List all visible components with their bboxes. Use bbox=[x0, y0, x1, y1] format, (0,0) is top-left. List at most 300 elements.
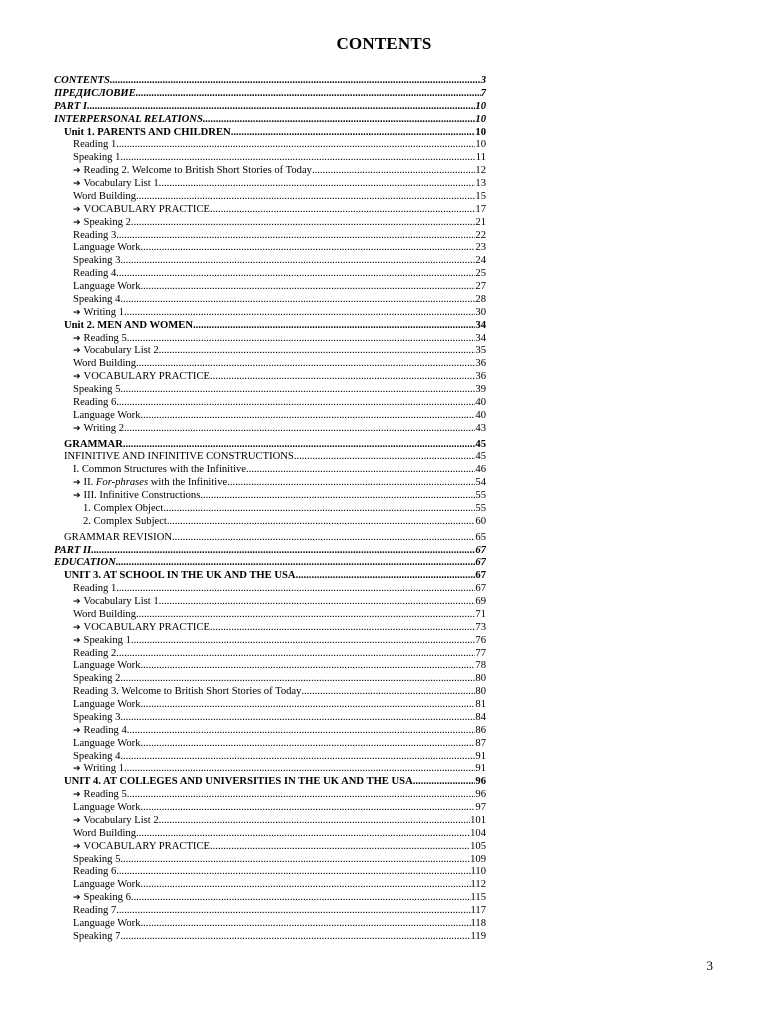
toc-entry-label bbox=[73, 789, 127, 802]
toc-entry-page: 21 bbox=[475, 216, 486, 228]
toc-entry[interactable] bbox=[54, 217, 486, 230]
toc-entry[interactable] bbox=[54, 423, 486, 436]
toc-entry-page: 43 bbox=[475, 422, 486, 434]
dot-leader bbox=[136, 609, 475, 622]
toc-entry-label bbox=[73, 622, 210, 635]
toc-entry-label bbox=[73, 230, 116, 243]
toc-entry[interactable] bbox=[54, 101, 486, 114]
toc-entry[interactable] bbox=[54, 660, 486, 673]
dot-leader bbox=[136, 358, 475, 371]
dot-leader bbox=[141, 918, 471, 931]
toc-entry[interactable] bbox=[54, 815, 486, 828]
toc-entry-text: Speaking 2 bbox=[83, 216, 131, 228]
toc-entry[interactable] bbox=[54, 841, 486, 854]
dot-leader bbox=[127, 333, 476, 346]
dot-leader bbox=[124, 307, 475, 320]
toc-entry-page: 45 bbox=[475, 451, 486, 463]
toc-entry[interactable] bbox=[54, 333, 486, 346]
toc-entry[interactable] bbox=[54, 854, 486, 867]
toc-entry-page: 39 bbox=[475, 384, 486, 395]
toc-entry[interactable] bbox=[54, 503, 486, 516]
toc-entry-text: UNIT 4. AT COLLEGES AND UNIVERSITIES IN THE UK AND THE USA bbox=[64, 776, 413, 788]
dot-leader bbox=[136, 191, 475, 204]
toc-entry-text: II. bbox=[83, 477, 94, 489]
toc-entry-label bbox=[73, 609, 136, 622]
arrow-icon: ➔ bbox=[73, 597, 81, 607]
toc-entry-page: 7 bbox=[480, 87, 486, 99]
toc-entry-text: Vocabulary List 1 bbox=[83, 596, 159, 607]
toc-entry-italic-text: For-phrases bbox=[95, 477, 149, 489]
page-title: CONTENTS bbox=[336, 34, 432, 53]
toc-entry-label bbox=[73, 152, 120, 165]
toc-entry-label bbox=[73, 815, 159, 828]
toc-entry[interactable] bbox=[54, 410, 486, 423]
toc-entry-text: Reading 3 bbox=[73, 229, 117, 241]
toc-entry[interactable] bbox=[54, 320, 486, 333]
toc-entry-page: 40 bbox=[475, 396, 486, 408]
toc-entry-text: PART I bbox=[54, 100, 88, 112]
toc-entry-page: 36 bbox=[475, 371, 486, 383]
toc-entry-label bbox=[73, 345, 159, 358]
toc-entry-label bbox=[73, 358, 136, 371]
toc-entry[interactable] bbox=[54, 384, 486, 397]
toc-entry[interactable] bbox=[54, 879, 486, 892]
toc-entry[interactable] bbox=[54, 712, 486, 725]
toc-entry-page: 67 bbox=[475, 570, 486, 582]
toc-entry[interactable] bbox=[54, 516, 486, 529]
toc-entry[interactable] bbox=[54, 191, 486, 204]
toc-entry-text: Speaking 5 bbox=[73, 853, 121, 865]
toc-entry-text: UNIT 3. AT SCHOOL IN THE UK AND THE USA bbox=[64, 570, 296, 582]
toc-entry[interactable] bbox=[54, 294, 486, 307]
toc-entry-text: Speaking 3 bbox=[73, 711, 121, 723]
toc-entry-page: 65 bbox=[475, 531, 486, 543]
toc-entry-text: Language Work bbox=[73, 699, 141, 710]
toc-entry-text: Speaking 5 bbox=[73, 384, 121, 395]
toc-entry-label bbox=[73, 477, 227, 490]
toc-entry-page: 55 bbox=[475, 490, 486, 501]
toc-entry-page: 27 bbox=[475, 281, 486, 292]
toc-entry-page: 46 bbox=[475, 464, 486, 476]
toc-entry[interactable] bbox=[54, 751, 486, 764]
toc-entry-label bbox=[73, 866, 116, 879]
toc-entry-text: Language Work bbox=[73, 242, 141, 254]
toc-entry-text: GRAMMAR REVISION bbox=[64, 531, 173, 543]
toc-entry[interactable] bbox=[54, 648, 486, 661]
toc-entry-label bbox=[73, 738, 141, 751]
arrow-icon: ➔ bbox=[73, 635, 81, 646]
toc-entry-text: Reading 1 bbox=[73, 139, 117, 151]
toc-entry-text: EDUCATION bbox=[54, 557, 116, 569]
dot-leader bbox=[131, 217, 475, 230]
toc-entry-page: 76 bbox=[475, 634, 486, 646]
toc-entry-text: Language Work bbox=[73, 409, 141, 421]
arrow-icon: ➔ bbox=[73, 841, 81, 852]
dot-leader bbox=[136, 828, 470, 841]
toc-entry-label bbox=[73, 255, 120, 268]
toc-entry-page: 10 bbox=[475, 126, 486, 138]
toc-entry-label bbox=[64, 570, 296, 583]
toc-entry-page: 35 bbox=[475, 345, 486, 357]
toc-entry[interactable] bbox=[54, 763, 486, 776]
toc-entry-text: Speaking 1 bbox=[73, 152, 121, 164]
dot-leader bbox=[141, 410, 476, 423]
toc-entry-label bbox=[54, 75, 110, 88]
toc-entry-text: Speaking 7 bbox=[73, 930, 121, 942]
toc-entry-text: Language Work bbox=[73, 737, 141, 749]
toc-entry-page: 117 bbox=[470, 905, 486, 916]
toc-entry-page: 84 bbox=[475, 711, 486, 723]
toc-entry[interactable] bbox=[54, 866, 486, 879]
arrow-icon: ➔ bbox=[73, 815, 81, 826]
arrow-icon: ➔ bbox=[73, 764, 81, 775]
toc-entry-page: 34 bbox=[475, 332, 486, 344]
toc-entry-text: Speaking 4 bbox=[73, 293, 121, 305]
toc-entry-label bbox=[54, 88, 136, 101]
arrow-icon: ➔ bbox=[73, 333, 81, 344]
arrow-icon: ➔ bbox=[73, 217, 81, 228]
toc-entry-text: Speaking 4 bbox=[73, 750, 121, 762]
dot-leader bbox=[124, 423, 475, 436]
toc-entry[interactable] bbox=[54, 439, 486, 452]
toc-entry-page: 40 bbox=[475, 409, 486, 421]
toc-entry-label bbox=[73, 242, 141, 255]
arrow-icon: ➔ bbox=[73, 478, 81, 489]
toc-entry-text: Language Work bbox=[73, 802, 141, 813]
dot-leader bbox=[172, 532, 475, 545]
toc-entry-text: Reading 3. Welcome to British Short Stories of Today bbox=[73, 686, 302, 698]
toc-entry-text: Vocabulary List 2 bbox=[83, 345, 159, 357]
toc-entry-page: 80 bbox=[475, 686, 486, 698]
toc-entry-text: Word Building bbox=[73, 190, 137, 202]
dot-leader bbox=[120, 673, 475, 686]
toc-entry-text: VOCABULARY PRACTICE bbox=[83, 371, 210, 383]
toc-entry-label bbox=[73, 281, 141, 294]
toc-entry[interactable] bbox=[54, 828, 486, 841]
toc-entry-label bbox=[83, 516, 167, 529]
dot-leader bbox=[294, 451, 476, 464]
dot-leader bbox=[131, 635, 475, 648]
toc-entry[interactable] bbox=[54, 609, 486, 622]
arrow-icon: ➔ bbox=[73, 372, 81, 383]
toc-entry[interactable] bbox=[54, 345, 486, 358]
toc-entry[interactable] bbox=[54, 268, 486, 281]
toc-entry-text-rest: with the Infinitive bbox=[150, 477, 228, 489]
toc-entry-label bbox=[64, 776, 413, 789]
page-number: 3 bbox=[706, 958, 713, 973]
toc-entry-label bbox=[73, 648, 116, 661]
toc-entry-label bbox=[73, 699, 141, 712]
arrow-icon: ➔ bbox=[73, 622, 81, 633]
toc-entry-page: 10 bbox=[475, 139, 486, 151]
toc-entry[interactable] bbox=[54, 583, 486, 596]
toc-entry[interactable] bbox=[54, 255, 486, 268]
toc-entry[interactable] bbox=[54, 532, 486, 545]
toc-entry[interactable] bbox=[54, 464, 486, 477]
toc-entry-label bbox=[73, 583, 116, 596]
toc-entry-label bbox=[83, 503, 163, 516]
toc-entry-page: 54 bbox=[475, 477, 486, 489]
toc-entry-page: 119 bbox=[470, 930, 486, 942]
toc-entry-text: Word Building bbox=[73, 358, 137, 370]
toc-entry-label bbox=[73, 410, 141, 423]
toc-entry-label bbox=[64, 320, 193, 333]
toc-entry-page: 30 bbox=[475, 306, 486, 318]
dot-leader bbox=[227, 477, 475, 490]
toc-entry-text: Word Building bbox=[73, 827, 137, 839]
dot-leader bbox=[159, 815, 470, 828]
dot-leader bbox=[163, 503, 475, 516]
dot-leader bbox=[141, 242, 476, 255]
toc-entry[interactable] bbox=[54, 165, 486, 178]
toc-entry-page: 115 bbox=[470, 892, 486, 904]
toc-entry-page: 105 bbox=[470, 840, 486, 852]
toc-entry-label bbox=[73, 178, 159, 191]
toc-entry[interactable] bbox=[54, 127, 486, 140]
arrow-icon: ➔ bbox=[73, 307, 81, 318]
toc-entry[interactable] bbox=[54, 307, 486, 320]
dot-leader bbox=[200, 490, 475, 503]
dot-leader bbox=[312, 165, 475, 178]
arrow-icon: ➔ bbox=[73, 179, 81, 189]
toc-entry-text: Reading 6 bbox=[73, 866, 117, 878]
toc-entry-page: 17 bbox=[475, 203, 486, 215]
toc-entry-text: Reading 4 bbox=[83, 724, 127, 736]
toc-entry[interactable] bbox=[54, 88, 486, 101]
toc-entry-page: 24 bbox=[475, 255, 486, 267]
arrow-icon: ➔ bbox=[73, 491, 81, 501]
toc-entry-label bbox=[54, 557, 116, 570]
toc-entry[interactable] bbox=[54, 114, 486, 127]
dot-leader bbox=[141, 660, 476, 673]
toc-entry[interactable] bbox=[54, 905, 486, 918]
toc-entry[interactable] bbox=[54, 204, 486, 217]
arrow-icon: ➔ bbox=[73, 790, 81, 801]
toc-entry-page: 77 bbox=[475, 647, 486, 659]
toc-entry-label bbox=[73, 892, 131, 905]
toc-entry-page: 96 bbox=[475, 776, 486, 788]
dot-leader bbox=[116, 648, 475, 661]
toc-entry[interactable] bbox=[54, 802, 486, 815]
dot-leader bbox=[141, 738, 476, 751]
toc-entry-page: 12 bbox=[475, 165, 486, 177]
toc-entry-label bbox=[64, 532, 172, 545]
dot-leader bbox=[301, 686, 475, 699]
toc-entry-label bbox=[73, 307, 124, 320]
toc-entry-page: 60 bbox=[475, 515, 486, 527]
dot-leader bbox=[120, 854, 470, 867]
toc-entry-text: Writing 1 bbox=[83, 763, 125, 775]
toc-entry-page: 22 bbox=[475, 229, 486, 241]
toc-entry-label bbox=[73, 384, 120, 397]
toc-entry-text: Speaking 3 bbox=[73, 255, 121, 267]
dot-leader bbox=[210, 622, 475, 635]
toc-entry-label bbox=[73, 712, 120, 725]
toc-entry-label bbox=[73, 165, 312, 178]
toc-entry-page: 67 bbox=[475, 583, 486, 595]
toc-entry-label bbox=[73, 397, 116, 410]
toc-entry-label bbox=[73, 879, 141, 892]
dot-leader bbox=[116, 583, 475, 596]
toc-entry-page: 87 bbox=[475, 737, 486, 749]
toc-entry-label bbox=[64, 127, 231, 140]
toc-entry-page: 78 bbox=[475, 660, 486, 672]
toc-entry-page: 10 bbox=[475, 100, 486, 112]
toc-entry[interactable] bbox=[54, 545, 486, 558]
toc-entry-label bbox=[73, 139, 116, 152]
dot-leader bbox=[120, 294, 475, 307]
toc-entry-text: VOCABULARY PRACTICE bbox=[83, 203, 210, 215]
toc-entry-text: Unit 2. MEN AND WOMEN bbox=[64, 319, 193, 331]
toc-entry-label bbox=[54, 114, 203, 127]
dot-leader bbox=[203, 114, 476, 127]
dot-leader bbox=[127, 789, 476, 802]
toc-entry-label bbox=[73, 423, 124, 436]
toc-entry[interactable] bbox=[54, 178, 486, 191]
dot-leader bbox=[141, 281, 476, 294]
toc-entry-page: 25 bbox=[475, 268, 486, 280]
toc-entry[interactable] bbox=[54, 918, 486, 931]
dot-leader bbox=[193, 320, 475, 333]
dot-leader bbox=[116, 268, 475, 281]
toc-entry-page: 10 bbox=[475, 113, 486, 125]
toc-entry[interactable] bbox=[54, 75, 486, 88]
toc-entry[interactable] bbox=[54, 686, 486, 699]
toc-entry[interactable] bbox=[54, 371, 486, 384]
toc-entry-text: VOCABULARY PRACTICE bbox=[83, 621, 210, 633]
toc-entry-page: 91 bbox=[475, 763, 486, 775]
toc-entry[interactable] bbox=[54, 931, 486, 944]
arrow-icon: ➔ bbox=[73, 166, 81, 177]
toc-entry[interactable] bbox=[54, 281, 486, 294]
toc-entry[interactable] bbox=[54, 699, 486, 712]
toc-entry-text: Reading 4 bbox=[73, 268, 117, 280]
toc-entry-label bbox=[73, 490, 200, 503]
toc-entry-page: 104 bbox=[470, 827, 486, 839]
toc-entry[interactable] bbox=[54, 725, 486, 738]
toc-entry-label bbox=[64, 451, 294, 464]
toc-entry-label bbox=[73, 464, 246, 477]
toc-entry-label bbox=[73, 294, 120, 307]
toc-entry-text: Unit 1. PARENTS AND CHILDREN bbox=[64, 126, 231, 138]
toc-entry[interactable] bbox=[54, 776, 486, 789]
toc-entry-label bbox=[73, 268, 116, 281]
dot-leader bbox=[87, 101, 475, 114]
toc-entry-text: Reading 1 bbox=[73, 583, 117, 595]
toc-entry-page: 109 bbox=[470, 853, 486, 865]
toc-entry-label bbox=[73, 686, 301, 699]
toc-entry-text: Writing 2 bbox=[83, 422, 125, 434]
toc-entry[interactable] bbox=[54, 230, 486, 243]
toc-entry-label bbox=[73, 204, 210, 217]
toc-entry[interactable] bbox=[54, 358, 486, 371]
toc-entry-page: 97 bbox=[475, 802, 486, 813]
toc-entry-text: Language Work bbox=[73, 879, 141, 891]
dot-leader bbox=[210, 841, 470, 854]
toc-entry-text: Reading 2 bbox=[73, 647, 117, 659]
toc-entry-label bbox=[73, 905, 116, 918]
dot-leader bbox=[159, 178, 476, 191]
toc-entry[interactable] bbox=[54, 242, 486, 255]
toc-entry[interactable] bbox=[54, 738, 486, 751]
toc-entry-page: 110 bbox=[470, 866, 486, 878]
dot-leader bbox=[141, 802, 476, 815]
toc-entry[interactable] bbox=[54, 892, 486, 905]
toc-entry[interactable] bbox=[54, 673, 486, 686]
toc-entry[interactable] bbox=[54, 789, 486, 802]
toc-entry-page: 67 bbox=[475, 557, 486, 569]
toc-entry[interactable] bbox=[54, 139, 486, 152]
toc-entry[interactable] bbox=[54, 570, 486, 583]
toc-entry[interactable] bbox=[54, 622, 486, 635]
toc-entry-text: ПРЕДИСЛОВИЕ bbox=[54, 87, 136, 99]
toc-entry-page: 80 bbox=[475, 673, 486, 685]
toc-entry-label bbox=[73, 660, 141, 673]
toc-entry[interactable] bbox=[54, 451, 486, 464]
toc-entry-page: 112 bbox=[470, 879, 486, 891]
toc-entry-text: Language Work bbox=[73, 917, 141, 929]
arrow-icon: ➔ bbox=[73, 204, 81, 215]
toc-entry-text: GRAMMAR bbox=[64, 438, 123, 450]
toc-entry-label bbox=[73, 918, 141, 931]
arrow-icon: ➔ bbox=[73, 725, 81, 736]
dot-leader bbox=[120, 931, 470, 944]
dot-leader bbox=[141, 699, 476, 712]
dot-leader bbox=[131, 892, 471, 905]
toc-entry[interactable] bbox=[54, 490, 486, 503]
toc-entry-label bbox=[73, 635, 131, 648]
dot-leader bbox=[167, 516, 476, 529]
toc-entry-page: 36 bbox=[475, 358, 486, 370]
toc-entry-text: Vocabulary List 2 bbox=[83, 814, 159, 826]
dot-leader bbox=[136, 88, 481, 101]
arrow-icon: ➔ bbox=[73, 423, 81, 434]
toc-entry-label bbox=[73, 596, 159, 609]
toc-entry-page: 69 bbox=[475, 596, 486, 607]
toc-entry-label bbox=[73, 725, 127, 738]
toc-entry-page: 34 bbox=[475, 319, 486, 331]
toc-entry-page: 101 bbox=[470, 814, 486, 826]
dot-leader bbox=[159, 345, 476, 358]
toc-entry-text: INTERPERSONAL RELATIONS bbox=[54, 113, 203, 125]
toc-entry-page: 96 bbox=[475, 789, 486, 801]
toc-entry-label bbox=[73, 751, 120, 764]
toc-entry[interactable] bbox=[54, 635, 486, 648]
toc-entry-text: PART II bbox=[54, 544, 92, 556]
toc-entry-text: CONTENTS bbox=[54, 75, 110, 86]
toc-entry[interactable] bbox=[54, 477, 486, 490]
dot-leader bbox=[210, 204, 475, 217]
toc-entry[interactable] bbox=[54, 596, 486, 609]
table-of-contents bbox=[54, 75, 486, 944]
toc-entry-text: Speaking 1 bbox=[83, 634, 131, 646]
toc-entry-page: 13 bbox=[475, 178, 486, 189]
dot-leader bbox=[210, 371, 475, 384]
toc-entry-label bbox=[73, 333, 127, 346]
toc-entry[interactable] bbox=[54, 152, 486, 165]
dot-leader bbox=[123, 439, 476, 452]
toc-entry-text: INFINITIVE AND INFINITIVE CONSTRUCTIONS bbox=[64, 451, 294, 463]
toc-entry-text: Writing 1 bbox=[83, 306, 125, 318]
toc-entry-page: 73 bbox=[475, 621, 486, 633]
toc-entry-text: Speaking 6 bbox=[83, 892, 131, 904]
toc-entry-page: 45 bbox=[475, 438, 486, 450]
toc-entry[interactable] bbox=[54, 557, 486, 570]
arrow-icon: ➔ bbox=[73, 893, 81, 904]
toc-entry-label bbox=[73, 854, 120, 867]
dot-leader bbox=[116, 139, 475, 152]
toc-entry[interactable] bbox=[54, 397, 486, 410]
